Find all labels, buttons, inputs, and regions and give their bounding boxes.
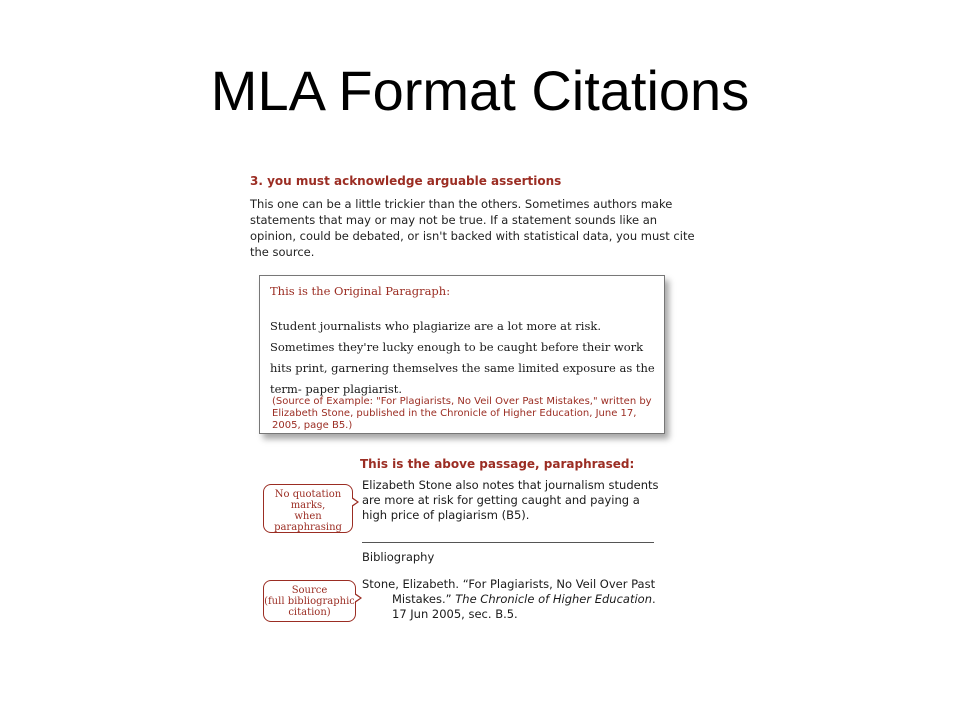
callout-pointer-icon — [355, 593, 362, 603]
callout-pointer-icon — [352, 497, 359, 507]
rule-heading: 3. you must acknowledge arguable assertions — [250, 174, 562, 188]
callout-line: paraphrasing — [274, 522, 342, 533]
bib-period: . — [652, 592, 656, 606]
bib-journal: The Chronicle of Higher Education — [455, 592, 652, 606]
bibliography-heading: Bibliography — [362, 550, 435, 564]
callout-line: citation) — [288, 607, 331, 618]
slide-title: MLA Format Citations — [210, 59, 750, 122]
paraphrase-heading: This is the above passage, paraphrased: — [360, 457, 635, 471]
source-callout — [263, 580, 356, 622]
bibliography-entry — [362, 577, 662, 622]
rule-text: This one can be a little trickier than the others. Sometimes authors make statements that may or may not be true. If a statement sounds like an opinion, could be debated, or isn't backed with statistical data, you must cite the source. — [250, 197, 695, 259]
bib-line-1: Stone, Elizabeth. “For Plagiarists, No Veil Over Past — [362, 577, 656, 591]
original-heading: This is the Original Paragraph: — [270, 284, 451, 298]
bib-title: Mistakes.” — [392, 592, 456, 606]
callout-line: (full bibliographic — [264, 596, 355, 607]
callout-line: when — [294, 511, 322, 522]
callout-line: No quotation — [274, 489, 342, 500]
original-paragraph-box — [259, 275, 665, 434]
paraphrase-text: Elizabeth Stone also notes that journalism students are more at risk for getting caught and paying a high price of plagiarism (B5). — [362, 478, 659, 522]
no-quotation-callout — [263, 484, 353, 533]
bib-line-3: 17 Jun 2005, sec. B.5. — [392, 607, 518, 621]
divider — [362, 542, 654, 543]
original-text: Student journalists who plagiarize are a lot more at risk. Sometimes they're lucky enough to be caught before their work hits print, garnering themselves the same limited exposure as the term- paper plagiarist. — [270, 319, 655, 396]
bib-line-2 — [362, 592, 662, 607]
original-source: (Source of Example: "For Plagiarists, No Veil Over Past Mistakes," written by Elizabeth Stone, published in the Chronicle of Higher Education, June 17, 2005, page B5.) — [272, 396, 652, 431]
callout-line: Source — [291, 585, 328, 596]
callout-line: marks, — [290, 500, 326, 511]
